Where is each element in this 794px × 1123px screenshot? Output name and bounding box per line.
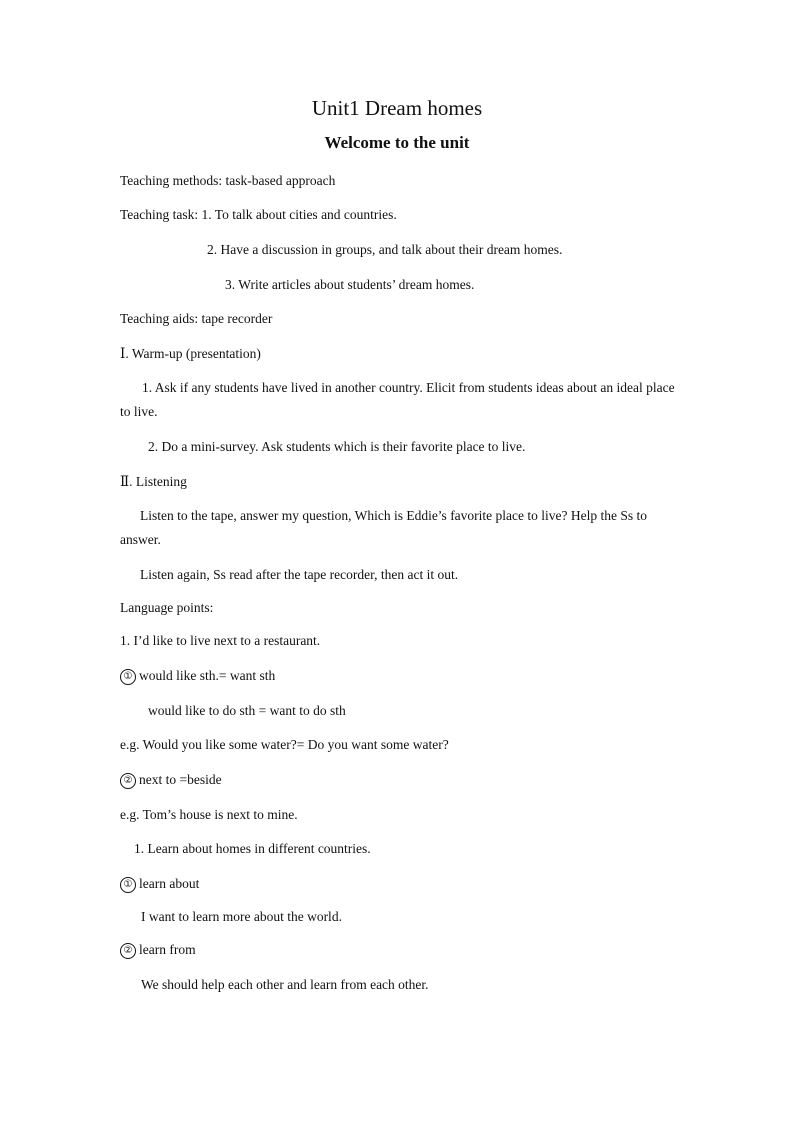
section-heading-listening: Ⅱ. Listening: [120, 474, 187, 489]
circled-number-2: ②: [120, 773, 136, 789]
circled-number-1b: ①: [120, 877, 136, 893]
example-4: We should help each other and learn from each other.: [141, 977, 429, 992]
language-point-1a-text: would like sth.= want sth: [139, 668, 276, 683]
language-point-1a: [120, 667, 275, 685]
language-point-2c: [120, 941, 196, 959]
teaching-methods: Teaching methods: task-based approach: [120, 173, 336, 188]
example-3: I want to learn more about the world.: [141, 909, 342, 924]
section-heading-warm-up: Ⅰ. Warm-up (presentation): [120, 346, 261, 361]
example-2: e.g. Tom’s house is next to mine.: [120, 807, 298, 822]
page-title: Unit1 Dream homes: [311, 96, 483, 120]
teaching-task-3: 3. Write articles about students’ dream homes.: [225, 277, 475, 292]
example-1: e.g. Would you like some water?= Do you want some water?: [120, 737, 449, 752]
language-point-2a-text: learn about: [139, 876, 200, 891]
circled-number-2b: ②: [120, 943, 136, 959]
teaching-aids: Teaching aids: tape recorder: [120, 311, 273, 326]
language-point-2a: [120, 875, 199, 893]
page-subtitle: Welcome to the unit: [324, 133, 470, 152]
circled-number-1: ①: [120, 669, 136, 685]
language-point-1: 1. I’d like to live next to a restaurant.: [120, 633, 321, 648]
teaching-task-1: Teaching task: 1. To talk about cities and countries.: [120, 207, 397, 222]
language-point-1d-text: next to =beside: [139, 772, 222, 787]
language-point-2: 1. Learn about homes in different countries.: [134, 841, 371, 856]
warm-up-item-1: 1. Ask if any students have lived in another country. Elicit from students ideas about an ideal place to live.: [120, 380, 675, 419]
teaching-task-2: 2. Have a discussion in groups, and talk about their dream homes.: [207, 242, 563, 257]
listening-item-2: Listen again, Ss read after the tape recorder, then act it out.: [140, 567, 459, 582]
language-point-1d: [120, 771, 222, 789]
language-point-2c-text: learn from: [139, 942, 196, 957]
language-points-heading: Language points:: [120, 600, 214, 615]
listening-item-1: Listen to the tape, answer my question, Which is Eddie’s favorite place to live? Help the Ss to answer.: [120, 508, 648, 547]
warm-up-item-2: 2. Do a mini-survey. Ask students which is their favorite place to live.: [148, 439, 526, 454]
language-point-1b: would like to do sth = want to do sth: [148, 703, 346, 718]
